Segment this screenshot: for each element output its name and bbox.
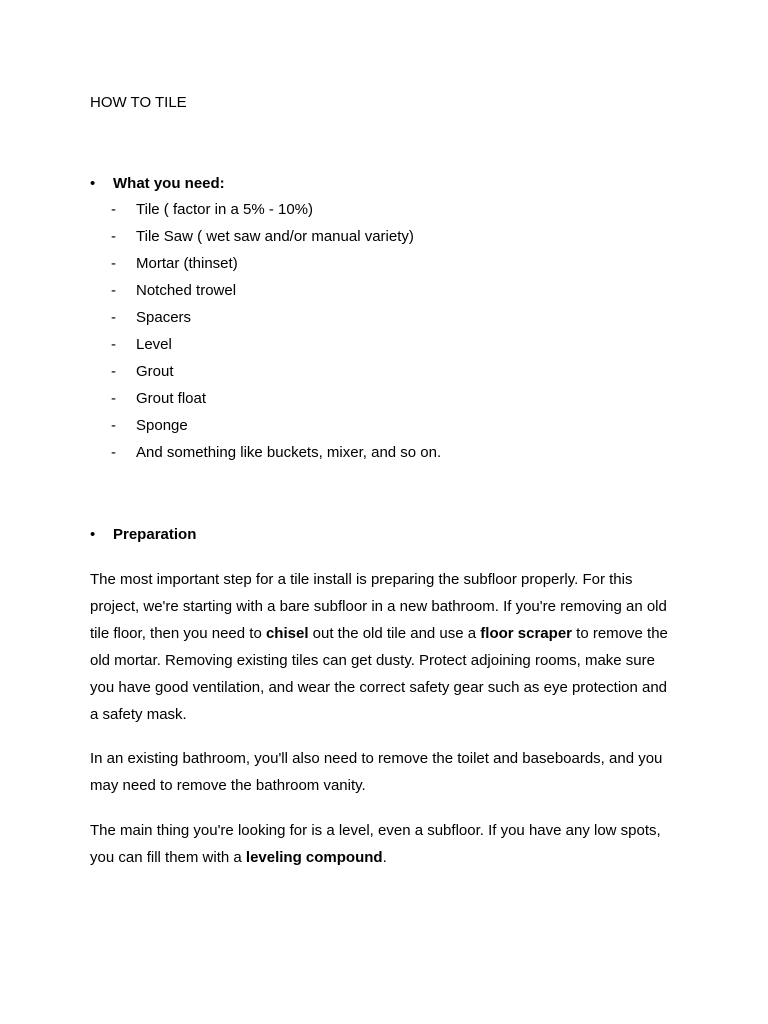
dash-marker: - (111, 336, 116, 353)
dash-marker: - (111, 255, 116, 272)
paragraph-line: The most important step for a tile install is preparing the subfloor properly. For this (90, 571, 633, 588)
section-heading-label: Preparation (113, 526, 197, 543)
text-run: you can fill them with a (90, 849, 246, 866)
list-item (90, 390, 441, 417)
paragraph-line: old mortar. Removing existing tiles can get dusty. Protect adjoining rooms, make sure (90, 652, 655, 669)
dash-marker: - (111, 309, 116, 326)
paragraph-line: The main thing you're looking for is a level, even a subfloor. If you have any low spots, (90, 822, 661, 839)
list-item-text: Spacers (136, 309, 192, 326)
bullet-icon: • (90, 526, 96, 543)
text-run: out the old tile and use a (308, 625, 481, 642)
dash-marker: - (111, 417, 116, 434)
emphasis-leveling-compound: leveling compound (245, 849, 383, 866)
section-heading-label: What you need: (113, 175, 225, 192)
dash-marker: - (111, 444, 116, 461)
list-item-text: Notched trowel (136, 282, 237, 299)
list-item (90, 255, 441, 282)
dash-marker: - (111, 228, 116, 245)
paragraph-existing-bathroom (90, 745, 690, 799)
list-item (90, 363, 441, 390)
paragraph-line: you have good ventilation, and wear the correct safety gear such as eye protection and (90, 679, 668, 696)
list-item (90, 228, 441, 255)
list-item-text: Sponge (136, 417, 188, 434)
list-item-text: Grout (136, 363, 174, 380)
list-item-text: Grout float (136, 390, 207, 407)
dash-marker: - (111, 390, 116, 407)
section-heading-what-you-need (90, 175, 225, 193)
paragraph-line (90, 620, 690, 647)
dash-marker: - (111, 282, 116, 299)
emphasis-floor-scraper: floor scraper (480, 625, 572, 642)
text-run: tile floor, then you need to (90, 625, 266, 642)
section-heading-preparation (90, 526, 196, 544)
list-item-text: Mortar (thinset) (136, 255, 238, 272)
paragraph-line: In an existing bathroom, you'll also need to remove the toilet and baseboards, and you (90, 750, 663, 767)
page-title: HOW TO TILE (90, 94, 187, 111)
paragraph-subfloor-prep (90, 566, 690, 728)
needs-list (90, 201, 441, 471)
paragraph-line (90, 844, 690, 871)
paragraph-line: a safety mask. (90, 706, 187, 723)
paragraph-line: project, we're starting with a bare subfloor in a new bathroom. If you're removing an old (90, 598, 667, 615)
dash-marker: - (111, 201, 116, 218)
list-item (90, 417, 441, 444)
list-item-text: Tile ( factor in a 5% - 10%) (136, 201, 314, 218)
list-item (90, 336, 441, 363)
paragraph-level-subfloor (90, 817, 690, 871)
list-item (90, 444, 441, 471)
list-item-text: And something like buckets, mixer, and so on. (136, 444, 442, 461)
dash-marker: - (111, 363, 116, 380)
paragraph-line: may need to remove the bathroom vanity. (90, 777, 366, 794)
list-item (90, 201, 441, 228)
bullet-icon: • (90, 175, 96, 192)
list-item (90, 282, 441, 309)
text-run: . (382, 849, 387, 866)
list-item (90, 309, 441, 336)
list-item-text: Tile Saw ( wet saw and/or manual variety) (136, 228, 414, 245)
text-run: to remove the (572, 625, 668, 642)
list-item-text: Level (136, 336, 172, 353)
emphasis-chisel: chisel (265, 625, 309, 642)
